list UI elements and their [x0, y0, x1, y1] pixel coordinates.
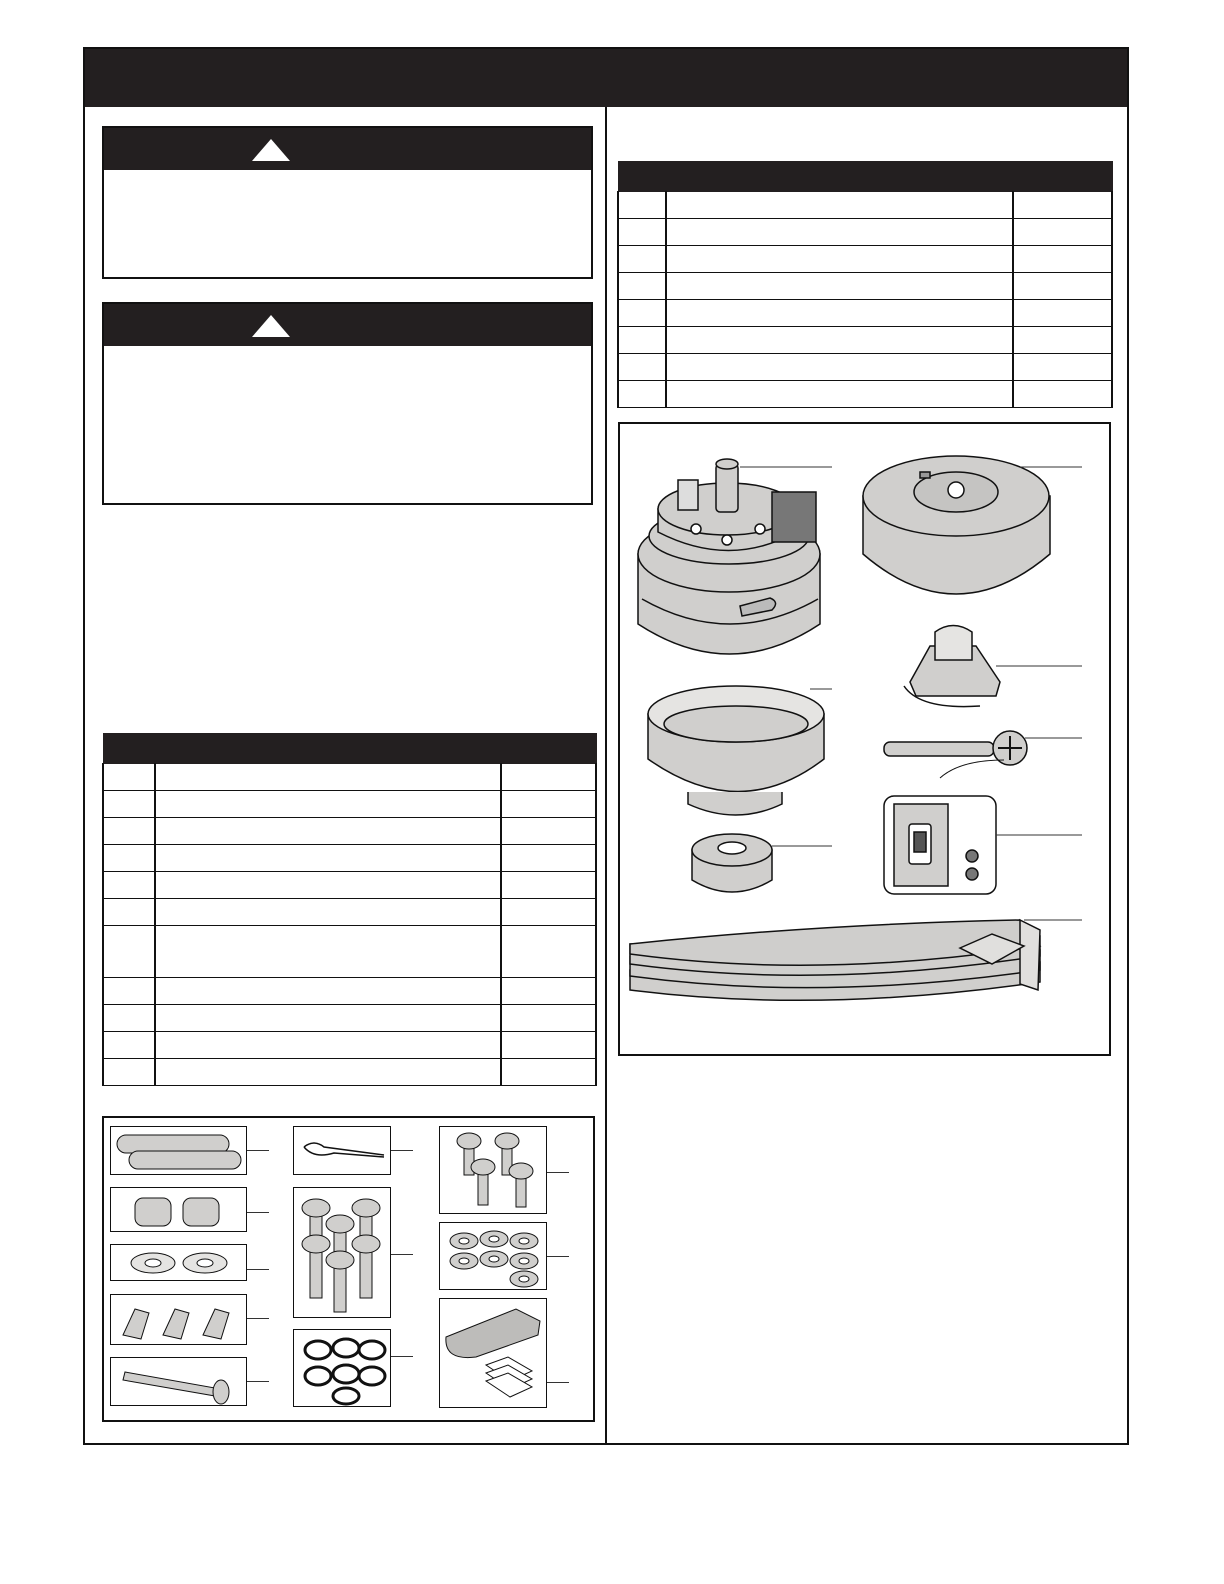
- spring-clips-icon: [294, 1330, 391, 1407]
- table-row: [103, 818, 596, 845]
- parts-col-key: [618, 162, 666, 192]
- mounting-screws-icon: [440, 1127, 547, 1214]
- canopy-icon: [648, 686, 824, 815]
- table-row: [103, 872, 596, 899]
- parts-illustration: [618, 422, 1111, 1056]
- warning-triangle-icon: [252, 315, 290, 337]
- motor-assembly-icon: [638, 459, 820, 654]
- table-cell: [666, 219, 1013, 246]
- blade-screws-icon: [294, 1188, 391, 1318]
- table-row: [103, 1005, 596, 1032]
- table-cell: [501, 1059, 596, 1086]
- table-row: [618, 354, 1112, 381]
- table-cell: [155, 1005, 501, 1032]
- table-cell: [501, 1005, 596, 1032]
- table-row: [618, 246, 1112, 273]
- table-cell: [155, 899, 501, 926]
- table-cell: [155, 791, 501, 818]
- cap-nuts-icon: [111, 1188, 247, 1232]
- page-title: [85, 49, 1127, 107]
- warning-triangle-icon: [252, 139, 290, 161]
- table-cell: [103, 1032, 155, 1059]
- table-row: [618, 381, 1112, 408]
- table-cell: [666, 381, 1013, 408]
- table-cell: [1013, 354, 1112, 381]
- table-cell: [618, 273, 666, 300]
- table-cell: [1013, 327, 1112, 354]
- warning-box-1: [102, 126, 593, 279]
- table-cell: [103, 978, 155, 1005]
- parts-col-description: [666, 162, 1013, 192]
- leader-line: [547, 1256, 569, 1257]
- warning-body-2: [104, 346, 591, 362]
- spring-clips-cell: [293, 1329, 391, 1407]
- parts-illustration-svg: [620, 424, 1109, 1054]
- table-cell: [501, 1032, 596, 1059]
- clevis-pin-cell: [110, 1357, 247, 1406]
- parts-table: [617, 161, 1113, 408]
- table-row: [103, 845, 596, 872]
- table-row: [103, 791, 596, 818]
- table-row: [618, 300, 1112, 327]
- mounting-screws-cell: [439, 1126, 547, 1214]
- clevis-pin-icon: [111, 1358, 247, 1406]
- table-cell: [103, 899, 155, 926]
- table-cell: [155, 978, 501, 1005]
- table-cell: [1013, 246, 1112, 273]
- table-row: [618, 192, 1112, 219]
- hardware-col-qty: [501, 734, 596, 764]
- table-cell: [103, 926, 155, 978]
- table-cell: [618, 300, 666, 327]
- table-cell: [155, 764, 501, 791]
- lock-washers-cell: [110, 1244, 247, 1281]
- set-screws-icon: [111, 1127, 247, 1175]
- table-cell: [501, 926, 596, 978]
- table-cell: [155, 872, 501, 899]
- leader-line: [247, 1318, 269, 1319]
- leader-line: [247, 1269, 269, 1270]
- table-row: [103, 978, 596, 1005]
- blade-set-icon: [630, 920, 1040, 1000]
- hairpin-clip-cell: [293, 1126, 391, 1175]
- leader-line: [247, 1381, 269, 1382]
- parts-table-header: [618, 162, 1112, 192]
- light-kit-housing-icon: [863, 456, 1050, 594]
- table-row: [618, 327, 1112, 354]
- leader-line: [247, 1212, 269, 1213]
- fiber-washers-icon: [440, 1223, 547, 1290]
- set-screws-cell: [110, 1126, 247, 1175]
- table-cell: [666, 300, 1013, 327]
- table-cell: [501, 764, 596, 791]
- table-cell: [618, 381, 666, 408]
- leader-line: [391, 1254, 413, 1255]
- table-cell: [1013, 381, 1112, 408]
- table-cell: [501, 791, 596, 818]
- fiber-washers-cell: [439, 1222, 547, 1290]
- table-row: [103, 1059, 596, 1086]
- table-cell: [155, 1032, 501, 1059]
- hardware-col-key: [103, 734, 155, 764]
- leader-line: [247, 1150, 269, 1151]
- wire-nuts-cell: [110, 1294, 247, 1345]
- table-cell: [103, 764, 155, 791]
- table-cell: [155, 845, 501, 872]
- table-cell: [618, 246, 666, 273]
- table-cell: [618, 354, 666, 381]
- table-cell: [501, 899, 596, 926]
- table-cell: [666, 354, 1013, 381]
- table-cell: [618, 219, 666, 246]
- table-cell: [501, 872, 596, 899]
- table-row: [618, 219, 1112, 246]
- hardware-table-header: [103, 734, 596, 764]
- leader-line: [391, 1356, 413, 1357]
- table-cell: [618, 327, 666, 354]
- table-cell: [155, 818, 501, 845]
- unpacking-instructions: [102, 520, 593, 720]
- table-cell: [1013, 219, 1112, 246]
- table-cell: [666, 327, 1013, 354]
- table-row: [618, 273, 1112, 300]
- blade-screws-cell: [293, 1187, 391, 1318]
- warning-box-2: [102, 302, 593, 505]
- cap-nuts-cell: [110, 1187, 247, 1232]
- leader-line: [547, 1382, 569, 1383]
- table-cell: [666, 246, 1013, 273]
- parts-col-qty: [1013, 162, 1112, 192]
- table-row: [103, 764, 596, 791]
- coupling-cover-icon: [692, 834, 772, 892]
- table-cell: [103, 791, 155, 818]
- table-cell: [103, 818, 155, 845]
- leader-line: [547, 1172, 569, 1173]
- table-row: [103, 899, 596, 926]
- balancing-kit-cell: [439, 1298, 547, 1408]
- hairpin-clip-icon: [294, 1127, 391, 1175]
- table-cell: [103, 1059, 155, 1086]
- hardware-col-description: [155, 734, 501, 764]
- table-cell: [666, 273, 1013, 300]
- table-cell: [501, 818, 596, 845]
- table-cell: [666, 192, 1013, 219]
- table-cell: [1013, 192, 1112, 219]
- table-cell: [501, 845, 596, 872]
- table-cell: [155, 1059, 501, 1086]
- wire-nuts-icon: [111, 1295, 247, 1345]
- hanger-bracket-icon: [904, 626, 1000, 707]
- table-cell: [1013, 273, 1112, 300]
- table-cell: [103, 872, 155, 899]
- warning-body-1: [104, 170, 591, 186]
- warning-header-1: [104, 128, 591, 170]
- table-cell: [501, 978, 596, 1005]
- balancing-kit-icon: [440, 1299, 547, 1408]
- table-cell: [103, 1005, 155, 1032]
- table-cell: [1013, 300, 1112, 327]
- leader-line: [391, 1150, 413, 1151]
- table-cell: [103, 845, 155, 872]
- hardware-table: [102, 733, 597, 1086]
- warning-header-2: [104, 304, 591, 346]
- column-divider: [605, 107, 607, 1443]
- table-cell: [155, 926, 501, 978]
- table-cell: [618, 192, 666, 219]
- wall-control-icon: [884, 796, 996, 894]
- table-row: [103, 1032, 596, 1059]
- lock-washers-icon: [111, 1245, 247, 1281]
- hardware-illustration: [102, 1116, 595, 1422]
- downrod-pin-icon: [884, 731, 1027, 778]
- table-row: [103, 926, 596, 978]
